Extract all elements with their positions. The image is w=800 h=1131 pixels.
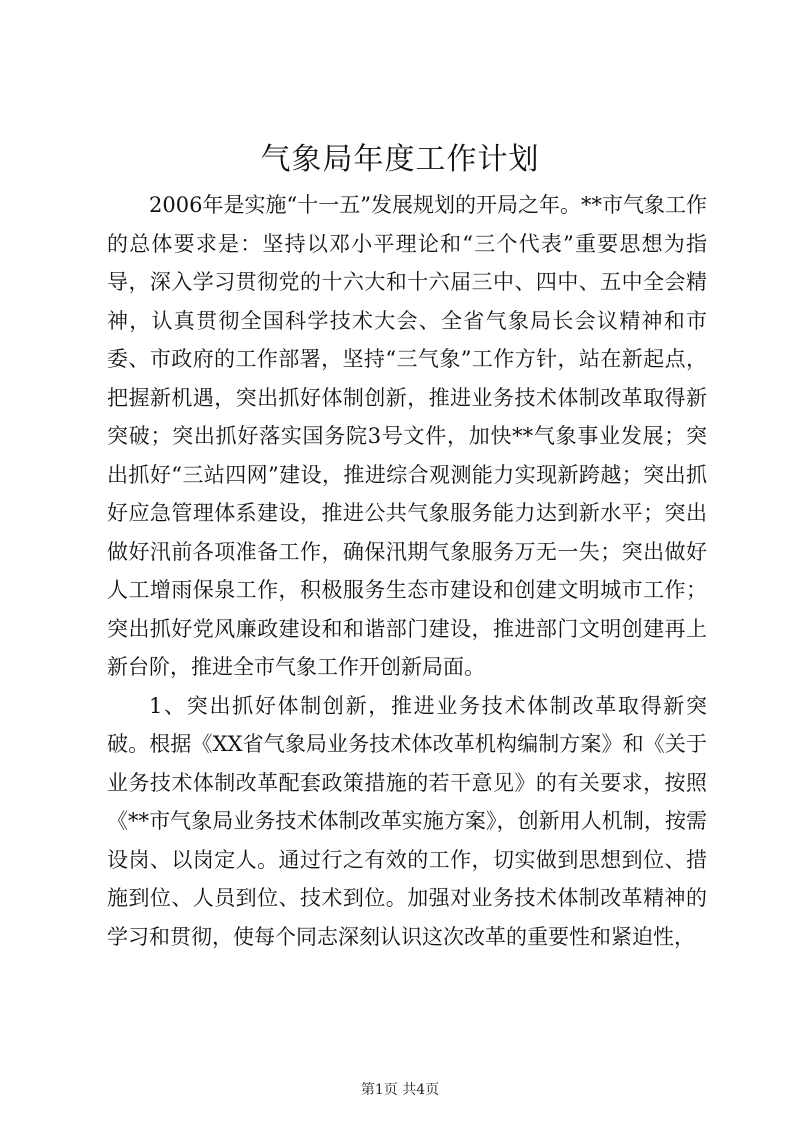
paragraph-section-1: 1、突出抓好体制创新，推进业务技术体制改革取得新突破。根据《XX省气象局业务技术体改革机构编制方案》和《关于业务技术体制改革配套政策措施的若干意见》的有关要求，按照《**市气象局业务技术体制改革实施方案》，创新用人机制，按需设岗、以岗定人。通过行之有效的工作，切实做到思想到位、措施到位、人员到位、技术到位。加强对业务技术体制改革精神的学习和贯彻，使每个同志深刻认识这次改革的重要性和紧迫性， (107, 693, 707, 949)
document-title: 气象局年度工作计划 (260, 142, 540, 177)
document-body (107, 186, 707, 956)
page-footer: 第1页 共4页 (360, 1082, 440, 1098)
paragraph-intro: 2006年是实施“十一五”发展规划的开局之年。**市气象工作的总体要求是：坚持以邓小平理论和“三个代表”重要思想为指导，深入学习贯彻党的十六大和十六届三中、四中、五中全会精神，认真贯彻全国科学技术大会、全省气象局长会议精神和市委、市政府的工作部署，坚持“三气象”工作方针，站在新起点，把握新机遇，突出抓好体制创新，推进业务技术体制改革取得新突破；突出抓好落实国务院3号文件，加快**气象事业发展；突出抓好“三站四网”建设，推进综合观测能力实现新跨越；突出抓好应急管理体系建设，推进公共气象服务能力达到新水平；突出做好汛前各项准备工作，确保汛期气象服务万无一失；突出做好人工增雨保泉工作，积极服务生态市建设和创建文明城市工作；突出抓好党风廉政建设和和谐部门建设，推进部门文明创建再上新台阶，推进全市气象工作开创新局面。 (107, 193, 707, 679)
